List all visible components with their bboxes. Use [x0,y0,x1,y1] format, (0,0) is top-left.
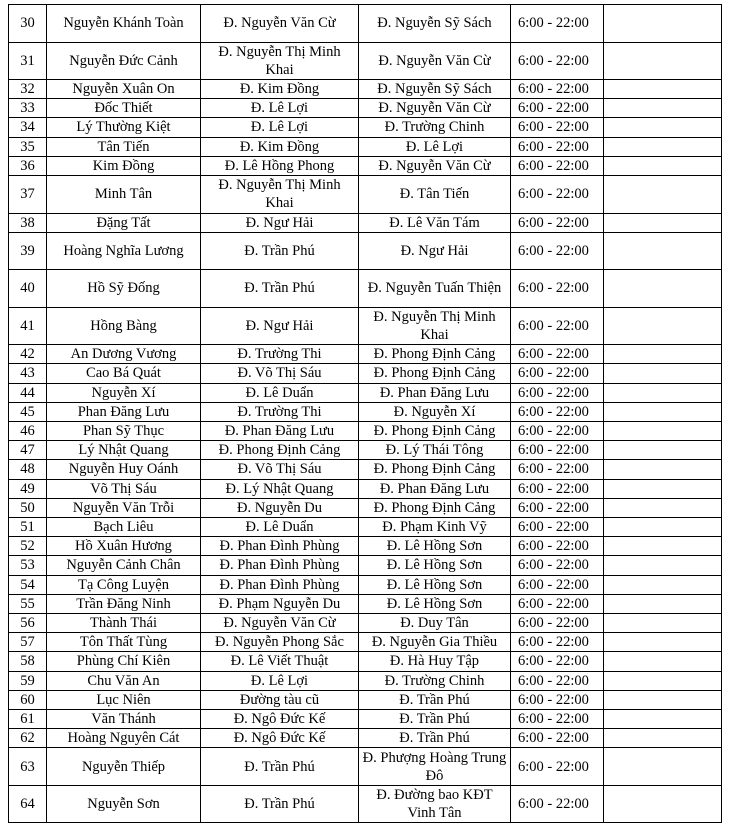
to-street-cell: Đ. Phượng Hoàng Trung Đô [359,748,511,786]
hours-cell: 6:00 - 22:00 [511,80,604,99]
street-name-cell: Lý Thường Kiệt [47,118,201,137]
to-street-cell: Đ. Tân Tiến [359,176,511,214]
hours-cell: 6:00 - 22:00 [511,402,604,421]
to-street-cell: Đ. Nguyễn Sỹ Sách [359,5,511,43]
from-street-cell: Đ. Kim Đồng [201,137,359,156]
table-row [9,441,722,460]
empty-cell [604,614,722,633]
to-street-cell: Đ. Lê Hồng Sơn [359,575,511,594]
street-name-cell: Nguyễn Xuân On [47,80,201,99]
from-street-cell: Đ. Trần Phú [201,270,359,308]
to-street-cell: Đ. Phong Định Cảng [359,460,511,479]
empty-cell [604,156,722,175]
row-number-cell: 31 [9,42,47,80]
table-row [9,710,722,729]
empty-cell [604,748,722,786]
row-number-cell: 61 [9,710,47,729]
table-row [9,118,722,137]
from-street-cell: Đ. Kim Đồng [201,80,359,99]
from-street-cell: Đ. Lê Duẩn [201,518,359,537]
table-row [9,594,722,613]
empty-cell [604,42,722,80]
table-row [9,307,722,345]
street-name-cell: Chu Văn An [47,671,201,690]
empty-cell [604,785,722,823]
empty-cell [604,441,722,460]
street-name-cell: Nguyễn Văn Trỗi [47,498,201,517]
hours-cell: 6:00 - 22:00 [511,176,604,214]
row-number-cell: 64 [9,785,47,823]
to-street-cell: Đ. Nguyễn Văn Cừ [359,42,511,80]
empty-cell [604,176,722,214]
table-row [9,137,722,156]
row-number-cell: 43 [9,364,47,383]
street-name-cell: Phan Sỹ Thục [47,422,201,441]
from-street-cell: Đ. Phan Đình Phùng [201,537,359,556]
row-number-cell: 33 [9,99,47,118]
to-street-cell: Đ. Lý Thái Tông [359,441,511,460]
from-street-cell: Đ. Lê Hồng Phong [201,156,359,175]
table-row [9,652,722,671]
hours-cell: 6:00 - 22:00 [511,614,604,633]
table-row [9,270,722,308]
empty-cell [604,518,722,537]
table-row [9,479,722,498]
street-name-cell: Cao Bá Quát [47,364,201,383]
to-street-cell: Đ. Ngư Hải [359,232,511,270]
street-name-cell: Bạch Liêu [47,518,201,537]
street-name-cell: Phan Đăng Lưu [47,402,201,421]
to-street-cell: Đ. Nguyễn Sỹ Sách [359,80,511,99]
street-hours-table [8,4,722,823]
table-row [9,729,722,748]
empty-cell [604,556,722,575]
empty-cell [604,232,722,270]
hours-cell: 6:00 - 22:00 [511,213,604,232]
table-row [9,364,722,383]
hours-cell: 6:00 - 22:00 [511,383,604,402]
street-name-cell: Nguyễn Cảnh Chân [47,556,201,575]
from-street-cell: Đ. Phan Đình Phùng [201,556,359,575]
row-number-cell: 32 [9,80,47,99]
to-street-cell: Đ. Trần Phú [359,710,511,729]
to-street-cell: Đ. Nguyễn Tuấn Thiện [359,270,511,308]
street-name-cell: Nguyễn Khánh Toàn [47,5,201,43]
table-row [9,176,722,214]
empty-cell [604,402,722,421]
to-street-cell: Đ. Nguyễn Gia Thiều [359,633,511,652]
street-name-cell: Nguyễn Đức Cảnh [47,42,201,80]
row-number-cell: 60 [9,690,47,709]
street-name-cell: Minh Tân [47,176,201,214]
empty-cell [604,270,722,308]
table-row [9,5,722,43]
table-row [9,518,722,537]
from-street-cell: Đ. Trần Phú [201,748,359,786]
from-street-cell: Đ. Trần Phú [201,785,359,823]
empty-cell [604,137,722,156]
from-street-cell: Đ. Lê Lợi [201,118,359,137]
street-name-cell: Phùng Chí Kiên [47,652,201,671]
empty-cell [604,575,722,594]
from-street-cell: Đ. Ngô Đức Kế [201,710,359,729]
street-name-cell: Thành Thái [47,614,201,633]
table-row [9,383,722,402]
empty-cell [604,307,722,345]
from-street-cell: Đ. Võ Thị Sáu [201,364,359,383]
hours-cell: 6:00 - 22:00 [511,633,604,652]
table-row [9,614,722,633]
hours-cell: 6:00 - 22:00 [511,729,604,748]
to-street-cell: Đ. Phong Định Cảng [359,364,511,383]
row-number-cell: 51 [9,518,47,537]
to-street-cell: Đ. Phong Định Cảng [359,422,511,441]
to-street-cell: Đ. Phong Định Cảng [359,345,511,364]
from-street-cell: Đ. Nguyễn Phong Sắc [201,633,359,652]
empty-cell [604,729,722,748]
hours-cell: 6:00 - 22:00 [511,270,604,308]
to-street-cell: Đ. Phạm Kinh Vỹ [359,518,511,537]
to-street-cell: Đ. Lê Hồng Sơn [359,537,511,556]
from-street-cell: Đ. Nguyễn Văn Cừ [201,5,359,43]
to-street-cell: Đ. Trường Chinh [359,118,511,137]
table-row [9,422,722,441]
empty-cell [604,671,722,690]
from-street-cell: Đ. Ngô Đức Kế [201,729,359,748]
row-number-cell: 49 [9,479,47,498]
table-row [9,213,722,232]
hours-cell: 6:00 - 22:00 [511,99,604,118]
hours-cell: 6:00 - 22:00 [511,156,604,175]
to-street-cell: Đ. Trần Phú [359,690,511,709]
street-name-cell: Nguyễn Xí [47,383,201,402]
table-row [9,690,722,709]
table-row [9,345,722,364]
hours-cell: 6:00 - 22:00 [511,690,604,709]
row-number-cell: 63 [9,748,47,786]
hours-cell: 6:00 - 22:00 [511,671,604,690]
from-street-cell: Đ. Lý Nhật Quang [201,479,359,498]
to-street-cell: Đ. Phong Định Cảng [359,498,511,517]
from-street-cell: Đ. Phạm Nguyễn Du [201,594,359,613]
hours-cell: 6:00 - 22:00 [511,441,604,460]
street-name-cell: Tạ Công Luyện [47,575,201,594]
from-street-cell: Đ. Trường Thi [201,402,359,421]
row-number-cell: 37 [9,176,47,214]
table-row [9,537,722,556]
to-street-cell: Đ. Nguyễn Xí [359,402,511,421]
street-name-cell: Hồ Sỹ Đống [47,270,201,308]
hours-cell: 6:00 - 22:00 [511,575,604,594]
row-number-cell: 38 [9,213,47,232]
empty-cell [604,690,722,709]
to-street-cell: Đ. Nguyễn Văn Cừ [359,99,511,118]
empty-cell [604,345,722,364]
street-name-cell: Võ Thị Sáu [47,479,201,498]
table-row [9,99,722,118]
empty-cell [604,364,722,383]
row-number-cell: 44 [9,383,47,402]
hours-cell: 6:00 - 22:00 [511,137,604,156]
row-number-cell: 41 [9,307,47,345]
empty-cell [604,5,722,43]
from-street-cell: Đ. Nguyễn Thị Minh Khai [201,42,359,80]
table-row [9,671,722,690]
hours-cell: 6:00 - 22:00 [511,785,604,823]
empty-cell [604,99,722,118]
hours-cell: 6:00 - 22:00 [511,479,604,498]
street-name-cell: Hoàng Nguyên Cát [47,729,201,748]
row-number-cell: 58 [9,652,47,671]
from-street-cell: Đ. Lê Duẩn [201,383,359,402]
street-name-cell: Đốc Thiết [47,99,201,118]
row-number-cell: 34 [9,118,47,137]
from-street-cell: Đ. Phong Định Cảng [201,441,359,460]
hours-cell: 6:00 - 22:00 [511,345,604,364]
to-street-cell: Đ. Lê Hồng Sơn [359,556,511,575]
hours-cell: 6:00 - 22:00 [511,118,604,137]
to-street-cell: Đ. Trường Chinh [359,671,511,690]
hours-cell: 6:00 - 22:00 [511,537,604,556]
row-number-cell: 47 [9,441,47,460]
hours-cell: 6:00 - 22:00 [511,232,604,270]
from-street-cell: Đường tàu cũ [201,690,359,709]
table-row [9,556,722,575]
empty-cell [604,383,722,402]
from-street-cell: Đ. Nguyễn Văn Cừ [201,614,359,633]
street-name-cell: Nguyễn Thiếp [47,748,201,786]
street-name-cell: Lý Nhật Quang [47,441,201,460]
empty-cell [604,479,722,498]
hours-cell: 6:00 - 22:00 [511,652,604,671]
table-row [9,80,722,99]
street-name-cell: Tân Tiến [47,137,201,156]
hours-cell: 6:00 - 22:00 [511,556,604,575]
empty-cell [604,213,722,232]
from-street-cell: Đ. Ngư Hải [201,213,359,232]
from-street-cell: Đ. Lê Lợi [201,99,359,118]
street-name-cell: Hoàng Nghĩa Lương [47,232,201,270]
empty-cell [604,710,722,729]
empty-cell [604,652,722,671]
from-street-cell: Đ. Lê Lợi [201,671,359,690]
row-number-cell: 52 [9,537,47,556]
to-street-cell: Đ. Nguyễn Thị Minh Khai [359,307,511,345]
row-number-cell: 53 [9,556,47,575]
empty-cell [604,460,722,479]
to-street-cell: Đ. Phan Đăng Lưu [359,479,511,498]
street-name-cell: Tôn Thất Tùng [47,633,201,652]
street-name-cell: Kim Đồng [47,156,201,175]
from-street-cell: Đ. Phan Đình Phùng [201,575,359,594]
street-name-cell: An Dương Vương [47,345,201,364]
row-number-cell: 59 [9,671,47,690]
hours-cell: 6:00 - 22:00 [511,364,604,383]
empty-cell [604,594,722,613]
table-row [9,575,722,594]
table-row [9,402,722,421]
row-number-cell: 54 [9,575,47,594]
table-row [9,785,722,823]
empty-cell [604,80,722,99]
hours-cell: 6:00 - 22:00 [511,307,604,345]
table-row [9,633,722,652]
street-name-cell: Lục Niên [47,690,201,709]
table-row [9,498,722,517]
row-number-cell: 35 [9,137,47,156]
from-street-cell: Đ. Nguyễn Thị Minh Khai [201,176,359,214]
hours-cell: 6:00 - 22:00 [511,518,604,537]
row-number-cell: 36 [9,156,47,175]
row-number-cell: 48 [9,460,47,479]
empty-cell [604,537,722,556]
hours-cell: 6:00 - 22:00 [511,710,604,729]
to-street-cell: Đ. Hà Huy Tập [359,652,511,671]
to-street-cell: Đ. Đường bao KĐT Vinh Tân [359,785,511,823]
street-name-cell: Hồ Xuân Hương [47,537,201,556]
table-row [9,748,722,786]
from-street-cell: Đ. Nguyễn Du [201,498,359,517]
to-street-cell: Đ. Duy Tân [359,614,511,633]
to-street-cell: Đ. Lê Hồng Sơn [359,594,511,613]
street-name-cell: Văn Thánh [47,710,201,729]
row-number-cell: 46 [9,422,47,441]
row-number-cell: 39 [9,232,47,270]
hours-cell: 6:00 - 22:00 [511,460,604,479]
empty-cell [604,422,722,441]
from-street-cell: Đ. Ngư Hải [201,307,359,345]
table-body [9,5,722,823]
table-row [9,460,722,479]
row-number-cell: 30 [9,5,47,43]
hours-cell: 6:00 - 22:00 [511,422,604,441]
row-number-cell: 45 [9,402,47,421]
row-number-cell: 55 [9,594,47,613]
empty-cell [604,118,722,137]
to-street-cell: Đ. Lê Lợi [359,137,511,156]
row-number-cell: 50 [9,498,47,517]
street-name-cell: Hồng Bàng [47,307,201,345]
to-street-cell: Đ. Nguyễn Văn Cừ [359,156,511,175]
row-number-cell: 56 [9,614,47,633]
hours-cell: 6:00 - 22:00 [511,748,604,786]
from-street-cell: Đ. Trần Phú [201,232,359,270]
from-street-cell: Đ. Phan Đăng Lưu [201,422,359,441]
street-name-cell: Trần Đăng Ninh [47,594,201,613]
to-street-cell: Đ. Trần Phú [359,729,511,748]
row-number-cell: 57 [9,633,47,652]
to-street-cell: Đ. Phan Đăng Lưu [359,383,511,402]
empty-cell [604,498,722,517]
hours-cell: 6:00 - 22:00 [511,594,604,613]
street-name-cell: Nguyễn Huy Oánh [47,460,201,479]
row-number-cell: 42 [9,345,47,364]
from-street-cell: Đ. Trường Thi [201,345,359,364]
to-street-cell: Đ. Lê Văn Tám [359,213,511,232]
street-name-cell: Đặng Tất [47,213,201,232]
row-number-cell: 40 [9,270,47,308]
table-row [9,42,722,80]
table-row [9,232,722,270]
street-name-cell: Nguyễn Sơn [47,785,201,823]
hours-cell: 6:00 - 22:00 [511,42,604,80]
table-row [9,156,722,175]
row-number-cell: 62 [9,729,47,748]
hours-cell: 6:00 - 22:00 [511,498,604,517]
hours-cell: 6:00 - 22:00 [511,5,604,43]
from-street-cell: Đ. Võ Thị Sáu [201,460,359,479]
from-street-cell: Đ. Lê Viết Thuật [201,652,359,671]
empty-cell [604,633,722,652]
